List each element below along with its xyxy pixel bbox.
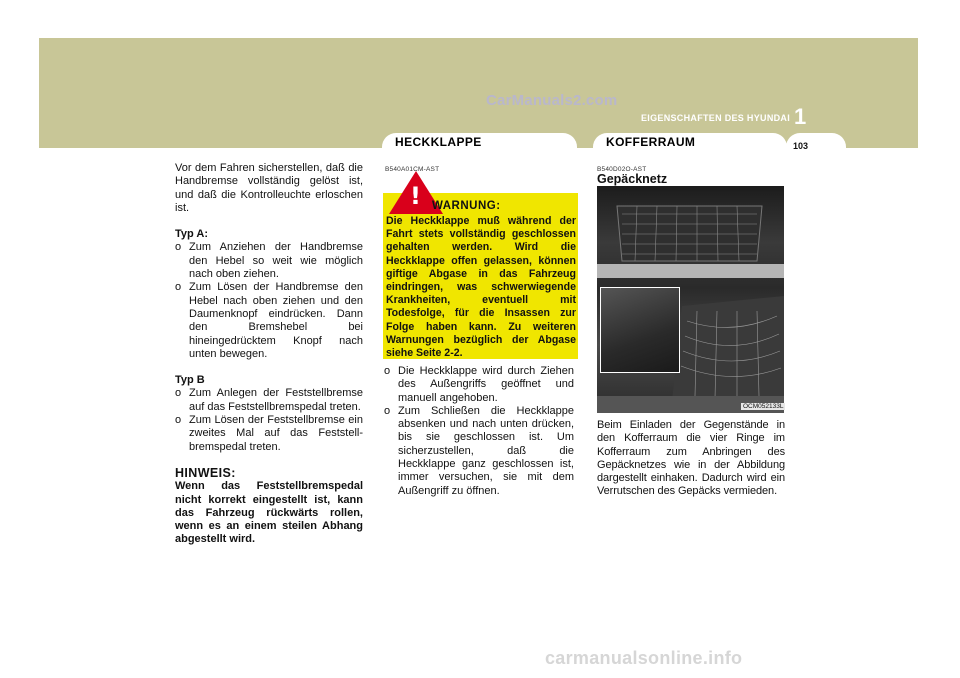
column-parking-brake (175, 162, 363, 547)
photo-code: OCM052133L (743, 403, 784, 410)
hinweis-title: HINWEIS: (175, 465, 236, 480)
code-kofferraum: B540D02O-AST (597, 166, 647, 173)
warning-title: WARNUNG: (432, 200, 501, 212)
header-band (39, 38, 918, 148)
column-tailgate (384, 365, 574, 498)
type-a-heading: Typ A: (175, 228, 208, 241)
list-item: o Zum Anziehen der Handbremse den Hebel so weit wie möglich nach oben ziehen. (175, 241, 363, 281)
list-item: o Die Heckklappe wird durch Ziehen des Außengriffs geöffnet und manuell angehoben. (384, 365, 574, 404)
list-item: o Zum Schließen die Heckklappe absenken und nach unten drücken, bis sie geschlossen ist. Um sicherzustellen, daß die Heckklappe ganz geschlossen ist, immer versuchen, sie mit dem Außengriff zu öffnen. (384, 404, 574, 497)
inset-photo (600, 287, 680, 373)
cargo-net-heading: Gepäcknetz (597, 172, 668, 186)
page-number: 103 (793, 141, 809, 151)
list-item: o Zum Lösen der Feststellbremse ein zweites Mal auf das Feststell- bremspedal treten. (175, 414, 363, 453)
list-item: o Zum Lösen der Handbremse den Hebel nach oben ziehen und den Daumenknopf eindrücken. Dann den Bremshebel bei hineingedrücktem Knopf nach unten bewegen. (175, 281, 363, 360)
watermark-top[interactable]: CarManuals2.com (486, 92, 618, 109)
warning-exclamation: ! (410, 182, 421, 210)
column-cargo-net (597, 419, 785, 499)
chapter-number: 1 (794, 104, 807, 129)
cargo-net-text: Beim Einladen der Gegenstände in den Kofferraum die vier Ringe im Kofferraum zum Anbringen des Gepäcknetzes wie in der Abbildung dargestellt einhaken. Dadurch wird ein Verrutschen des Gepäcks vermieden. (597, 419, 785, 498)
intro-text: Vor dem Fahren sicherstellen, daß die Handbremse vollständig gelöst ist, und daß die Kontrolleuchte erloschen ist. (175, 162, 363, 214)
watermark-bottom[interactable]: carmanualsonline.info (545, 648, 743, 668)
warning-text: Die Heckklappe muß während der Fahrt stets vollständig geschlossen gehalten werden. Wird die Heckklappe offen gelassen, können giftige Abgase in das Fahrzeug eindringen, was schwerwiegende Krankheiten, eventuell mit Todesfolge, für die Insassen zur Folge haben kann. Zu weiteren Warnungen bezüglich der Abgase siehe Seite 2-2. (386, 215, 576, 360)
code-heckklappe: B540A01CM-AST (385, 166, 440, 173)
tab-kofferraum: KOFFERRAUM (606, 135, 696, 149)
tab-heckklappe: HECKKLAPPE (395, 135, 482, 149)
section-title: EIGENSCHAFTEN DES HYUNDAI (641, 113, 791, 123)
list-item: o Zum Anlegen der Feststellbremse auf das Feststellbremspedal treten. (175, 387, 363, 413)
hinweis-text: Wenn das Feststellbremspedal nicht korrekt eingestellt ist, kann das Fahrzeug rückwärts rollen, wenn es an einem steilen Abhang abgestellt wird. (175, 480, 363, 546)
type-b-heading: Typ B (175, 374, 205, 387)
